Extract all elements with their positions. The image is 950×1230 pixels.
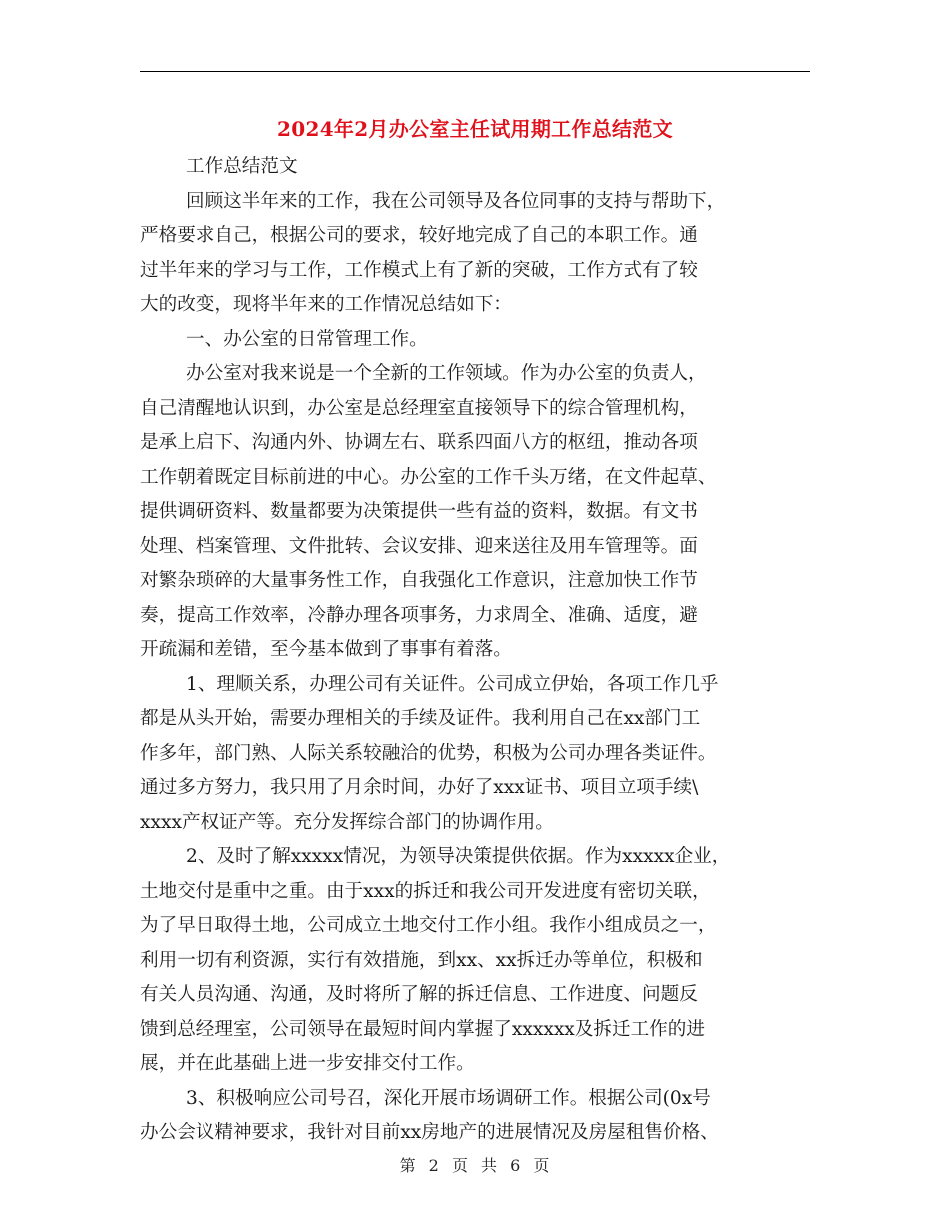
document-body	[140, 150, 810, 1151]
paragraph-line: 利用一切有利资源，实行有效措施，到xx、xx拆迁办等单位，积极和	[140, 949, 703, 971]
paragraph-line: 处理、档案管理、文件批转、会议安排、迎来送往及用车管理等。面	[140, 535, 698, 557]
paragraph-line: 是承上启下、沟通内外、协调左右、联系四面八方的枢纽，推动各项	[140, 432, 698, 453]
paragraph-line: 开疏漏和差错，至今基本做到了事事有着落。	[140, 639, 512, 660]
paragraph-line: xxxx产权证产等。充分发挥综合部门的协调作用。	[140, 811, 554, 833]
section-heading: 一、办公室的日常管理工作。	[186, 328, 428, 350]
paragraph-line: 3、积极响应公司号召，深化开展市场调研工作。根据公司(0x号	[186, 1087, 711, 1109]
paragraph-line: 有关人员沟通、沟通，及时将所了解的拆迁信息、工作进度、问题反	[140, 984, 698, 1005]
document-title: 2024年2月办公室主任试用期工作总结范文	[277, 117, 673, 141]
paragraph-line: 1、理顺关系，办理公司有关证件。公司成立伊始，各项工作几乎	[186, 673, 719, 695]
paragraph-line: 作多年，部门熟、人际关系较融洽的优势，积极为公司办理各类证件。	[140, 742, 717, 764]
paragraph-line: 为了早日取得土地，公司成立土地交付工作小组。我作小组成员之一，	[140, 915, 717, 936]
paragraph-line: 奏，提高工作效率，冷静办理各项事务，力求周全、准确、适度，避	[140, 604, 698, 626]
paragraph-line: 严格要求自己，根据公司的要求，较好地完成了自己的本职工作。通	[140, 225, 698, 246]
paragraph-line: 自己清醒地认识到，办公室是总经理室直接领导下的综合管理机构，	[140, 397, 698, 419]
header-rule	[140, 71, 810, 72]
paragraph-line: 对繁杂琐碎的大量事务性工作，自我强化工作意识，注意加快工作节	[140, 570, 698, 591]
paragraph-line: 土地交付是重中之重。由于xxx的拆迁和我公司开发进度有密切关联，	[140, 880, 711, 902]
paragraph-line: 都是从头开始，需要办理相关的手续及证件。我利用自己在xx部门工	[140, 708, 701, 729]
paragraph-line: 提供调研资料、数量都要为决策提供一些有益的资料，数据。有文书	[140, 501, 698, 522]
paragraph-line: 展，并在此基础上进一步安排交付工作。	[140, 1053, 475, 1074]
paragraph-line: 回顾这半年来的工作，我在公司领导及各位同事的支持与帮助下，	[186, 190, 726, 212]
paragraph-line: 2、及时了解xxxxx情况，为领导决策提供依据。作为xxxxx企业，	[186, 846, 731, 867]
paragraph-line: 办公室对我来说是一个全新的工作领域。作为办公室的负责人，	[186, 363, 707, 384]
page-number-footer: 第 2 页 共 6 页	[399, 1156, 551, 1175]
paragraph-line: 馈到总经理室，公司领导在最短时间内掌握了xxxxxx及拆迁工作的进	[140, 1018, 705, 1040]
subtitle-line: 工作总结范文	[186, 156, 298, 177]
paragraph-line: 过半年来的学习与工作，工作模式上有了新的突破，工作方式有了较	[140, 259, 698, 281]
paragraph-line: 工作朝着既定目标前进的中心。办公室的工作千头万绪，在文件起草、	[140, 466, 717, 488]
paragraph-line: 大的改变，现将半年来的工作情况总结如下：	[140, 294, 512, 315]
paragraph-line: 通过多方努力，我只用了月余时间，办好了xxx证书、项目立项手续\	[140, 777, 699, 798]
paragraph-line: 办公会议精神要求，我针对目前xx房地产的进展情况及房屋租售价格、	[140, 1122, 719, 1143]
